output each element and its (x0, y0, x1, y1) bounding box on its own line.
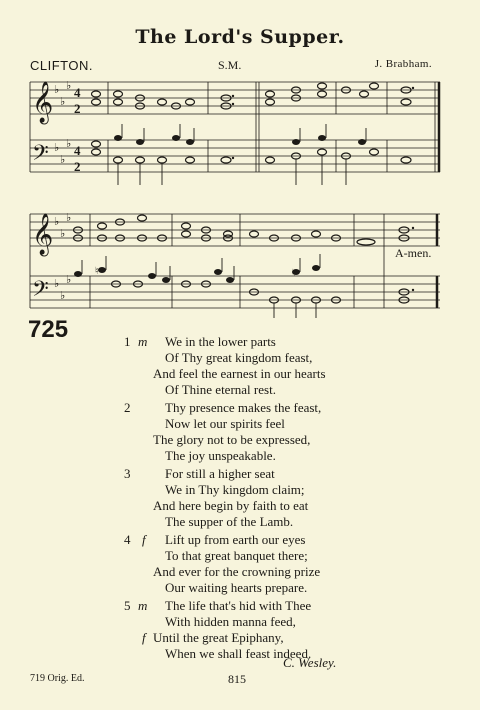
dynamic-marking: m (138, 598, 148, 613)
stanza-line: And ever for the crowning prize (153, 564, 321, 579)
hymn-number: 725 (28, 316, 69, 343)
svg-text:♭: ♭ (60, 153, 66, 166)
stanza-line: Of Thy great kingdom feast, (165, 350, 313, 365)
dynamic-marking: m (138, 334, 148, 349)
original-edition-number: 719 Orig. Ed. (30, 673, 85, 684)
svg-text:♮: ♮ (95, 266, 99, 277)
author: C. Wesley. (283, 655, 337, 670)
svg-text:2: 2 (74, 101, 81, 116)
stanza-number: 2 (124, 400, 131, 415)
music-system-1 (0, 72, 480, 197)
svg-text:♭: ♭ (66, 273, 72, 286)
tune-name: CLIFTON. (30, 58, 93, 73)
svg-text:♭: ♭ (66, 211, 72, 224)
stanza-line: Of Thine eternal rest. (165, 382, 276, 397)
stanza-line: The joy unspeakable. (165, 448, 276, 463)
meter: S.M. (218, 58, 242, 72)
stanza-line: Lift up from earth our eyes (165, 532, 306, 547)
svg-text:♭: ♭ (54, 83, 60, 96)
stanza-line: For still a higher seat (165, 466, 275, 481)
stanza-number: 4 (124, 532, 131, 547)
stanza-line: The glory not to be expressed, (153, 432, 311, 447)
page-title: The Lord's Supper. (135, 26, 345, 48)
stanza-line: When we shall feast indeed. (165, 646, 312, 661)
page-number: 815 (228, 672, 246, 686)
amen-label: A-men. (395, 246, 432, 260)
svg-text:2: 2 (74, 159, 81, 174)
svg-text:♮: ♮ (292, 268, 296, 279)
svg-text:♭: ♭ (66, 137, 72, 150)
dynamic-marking: f (142, 532, 146, 547)
stanza-line: Thy presence makes the feast, (165, 400, 322, 415)
svg-text:4: 4 (74, 85, 81, 100)
composer: J. Brabham. (374, 58, 432, 70)
stanza-line: And feel the earnest in our hearts (153, 366, 326, 381)
music-system-2 (0, 204, 480, 324)
stanza-line: The supper of the Lamb. (165, 514, 294, 529)
svg-text:𝄢: 𝄢 (32, 277, 49, 307)
svg-text:4: 4 (74, 143, 81, 158)
svg-text:♭: ♭ (66, 79, 72, 92)
stanza-line: And here begin by faith to eat (153, 498, 309, 513)
stanza-line: Now let our spirits feel (165, 416, 285, 431)
svg-text:♭: ♭ (54, 277, 60, 290)
dynamic-marking: f (142, 630, 146, 645)
svg-text:𝄞: 𝄞 (32, 82, 54, 123)
stanza-line: The life that's hid with Thee (165, 598, 312, 613)
svg-text:♭: ♭ (60, 227, 66, 240)
svg-text:♭: ♭ (60, 95, 66, 108)
stanza-line: We in the lower parts (165, 334, 276, 349)
svg-text:𝄞: 𝄞 (32, 214, 54, 255)
svg-text:♭: ♭ (60, 289, 66, 302)
stanza-line: With hidden manna feed, (165, 614, 296, 629)
svg-text:𝄢: 𝄢 (32, 141, 49, 171)
stanza-line: To that great banquet there; (165, 548, 308, 563)
stanza-line: Our waiting hearts prepare. (165, 580, 308, 595)
stanza-number: 1 (124, 334, 131, 349)
stanza-line: We in Thy kingdom claim; (165, 482, 305, 497)
stanza-number: 3 (124, 466, 131, 481)
svg-text:♭: ♭ (54, 141, 60, 154)
stanza-line: Until the great Epiphany, (153, 630, 284, 645)
svg-text:♭: ♭ (54, 215, 60, 228)
stanza-number: 5 (124, 598, 131, 613)
